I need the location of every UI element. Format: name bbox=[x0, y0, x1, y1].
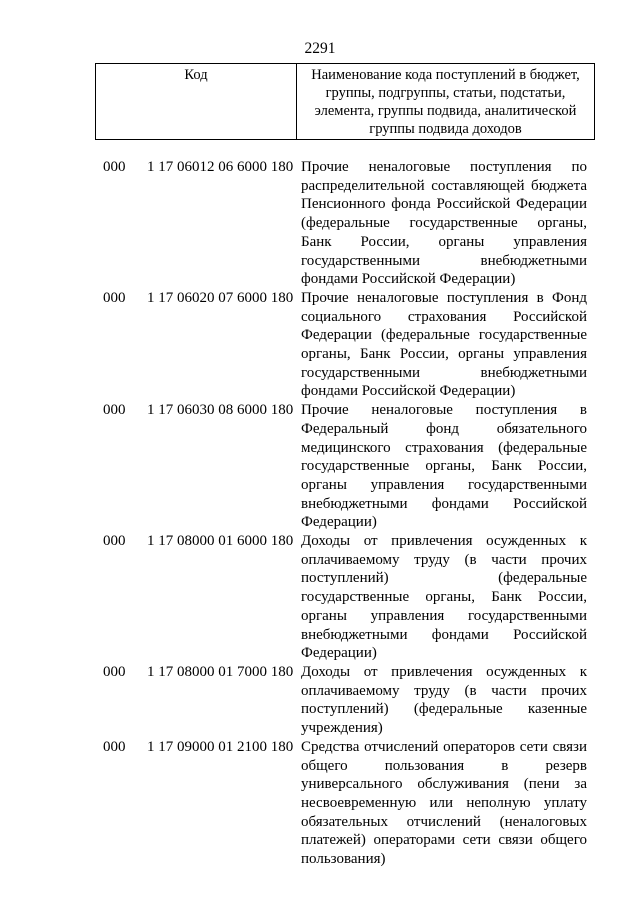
table-row bbox=[0, 158, 640, 289]
income-code-name: Прочие неналоговые поступления в Федеральный фонд обязательного медицинского страхования (федеральные государственные органы, Банк России, органы управления государственными внебюджетными фондами Российской Федерации) bbox=[301, 402, 587, 531]
income-code-name: Прочие неналоговые поступления в Фонд социального страхования Российской Федерации (федеральные государственные органы, Банк России, органы управления государственными внебюджетными фондами Российской Федерации) bbox=[301, 289, 587, 400]
page-number: 2291 bbox=[304, 40, 336, 57]
income-code: 1 17 06020 07 6000 180 bbox=[147, 289, 294, 306]
table-row bbox=[0, 738, 640, 869]
admin-code: 000 bbox=[103, 289, 126, 306]
table-row bbox=[0, 289, 640, 401]
admin-code: 000 bbox=[103, 663, 126, 680]
income-code: 1 17 08000 01 7000 180 bbox=[147, 663, 294, 680]
income-code-name: Средства отчислений операторов сети связи общего пользования в резерв универсального обслуживания (пени за несвоевременную или неполную уплату обязательных отчислений (неналоговых платежей) операторами сети связи общего пользования) bbox=[301, 738, 587, 868]
table-row bbox=[0, 663, 640, 738]
income-code: 1 17 08000 01 6000 180 bbox=[147, 533, 294, 550]
table-header bbox=[95, 63, 595, 140]
header-code-cell: Код bbox=[96, 64, 297, 140]
table-row bbox=[0, 532, 640, 663]
income-code-name: Прочие неналоговые поступления по распределительной составляющей бюджета Пенсионного фонда Российской Федерации (федеральные государственные органы, Банк России, органы управления государственными внебюджетными фондами Российской Федерации) bbox=[301, 159, 587, 288]
admin-code: 000 bbox=[103, 402, 126, 419]
income-code-name: Доходы от привлечения осужденных к оплачиваемому труду (в части прочих поступлений) (федеральные государственные органы, Банк России, органы управления государственными внебюджетными фондами Российской Федерации) bbox=[301, 533, 587, 662]
income-code: 1 17 06030 08 6000 180 bbox=[147, 402, 294, 419]
admin-code: 000 bbox=[103, 533, 126, 550]
admin-code: 000 bbox=[103, 159, 126, 175]
admin-code: 000 bbox=[103, 738, 126, 755]
income-code: 1 17 09000 01 2100 180 bbox=[147, 738, 294, 755]
income-code: 1 17 06012 06 6000 180 bbox=[147, 159, 294, 175]
table-row bbox=[0, 401, 640, 532]
header-name-cell: Наименование кода поступлений в бюджет, группы, подгруппы, статьи, подстатьи, элемента, группы подвида, аналитической группы подвида доходов bbox=[297, 64, 595, 140]
income-code-name: Доходы от привлечения осужденных к оплачиваемому труду (в части прочих поступлений) (федеральные казенные учреждения) bbox=[301, 663, 587, 737]
income-codes-list bbox=[0, 158, 640, 869]
